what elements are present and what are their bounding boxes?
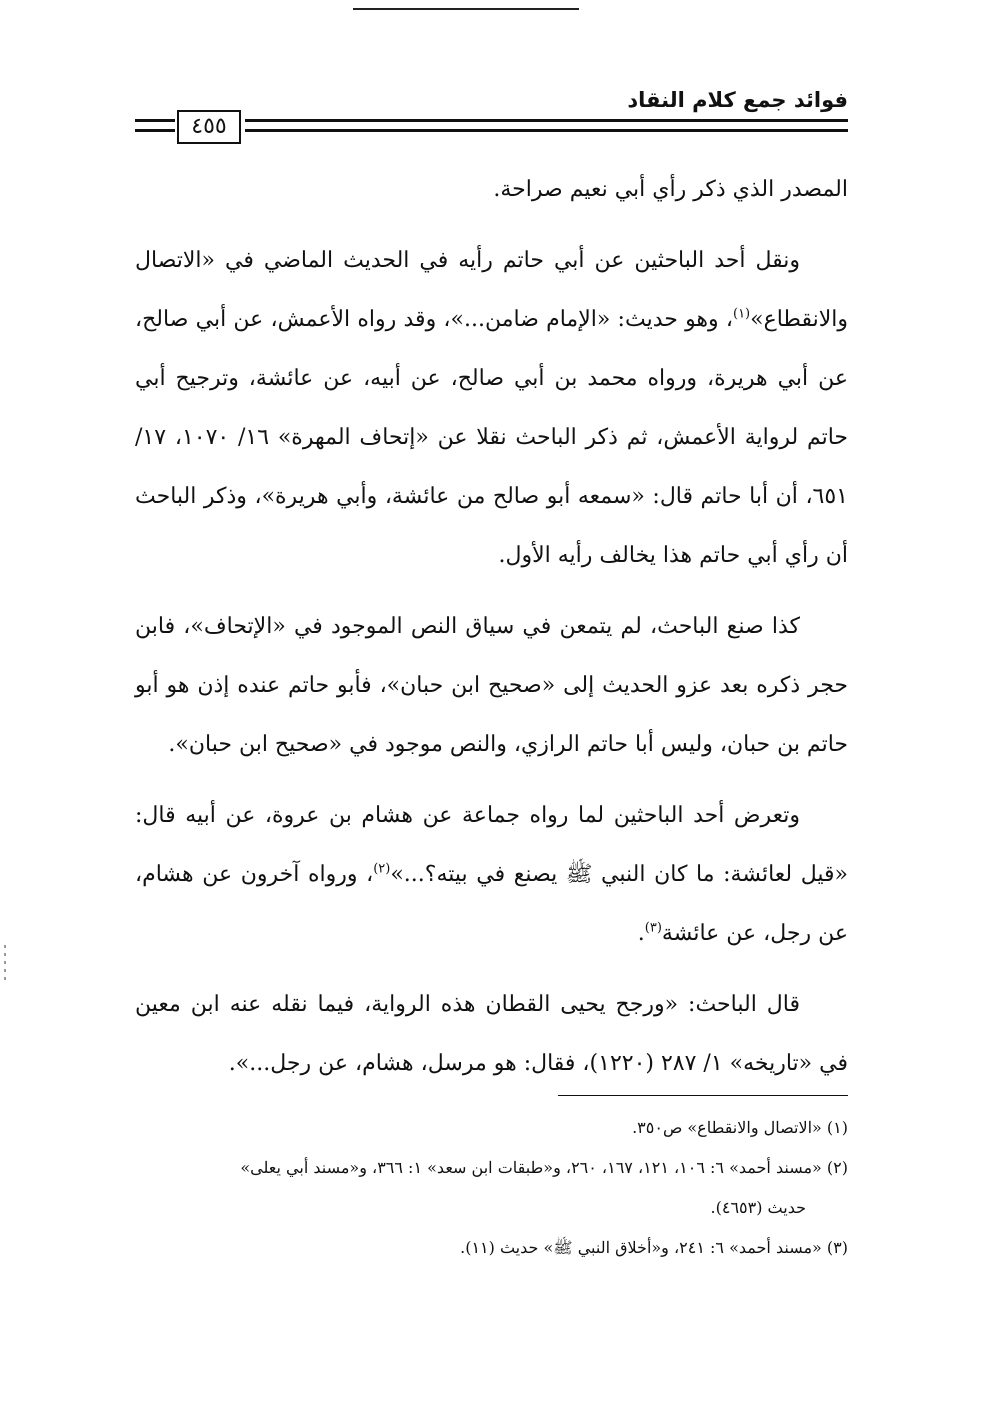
running-header <box>135 88 848 148</box>
paragraph <box>135 786 848 963</box>
paragraph <box>135 231 848 585</box>
paragraph-text: وتعرض أحد الباحثين لما رواه جماعة عن هشام بن عروة، عن أبيه قال: «قيل لعائشة: ما كان النبي ﷺ يصنع في بيته؟...» <box>135 803 848 887</box>
footnote-ref: (١) <box>732 306 751 322</box>
header-double-rule-right <box>245 119 848 132</box>
paragraph-text: ونقل أحد الباحثين عن أبي حاتم رأيه في الحديث الماضي في «الاتصال والانقطاع» <box>135 248 848 332</box>
paragraph: كذا صنع الباحث، لم يتمعن في سياق النص الموجود في «الإتحاف»، فابن حجر ذكره بعد عزو الحديث إلى «صحيح ابن حبان»، فأبو حاتم عنده إذن هو أبو حاتم بن حبان، وليس أبا حاتم الرازي، والنص موجود في «صحيح ابن حبان». <box>135 614 848 757</box>
header-double-rule-left <box>135 119 175 132</box>
paragraph-text: ، ورواه آخرون عن هشام، عن رجل، عن عائشة <box>135 862 848 946</box>
main-text <box>135 160 848 1105</box>
footnote-ref: (٣) <box>644 920 662 936</box>
footnote-separator <box>558 1095 848 1096</box>
top-rule <box>353 8 579 10</box>
footnote-continuation: حديث (٤٦٥٣). <box>710 1198 806 1217</box>
footnotes <box>135 1108 848 1268</box>
paragraph: المصدر الذي ذكر رأي أبي نعيم صراحة. <box>493 177 848 202</box>
running-title: فوائد جمع كلام النقاد <box>627 88 848 112</box>
footnote-ref: (٢) <box>373 861 391 877</box>
paragraph-text: ، وهو حديث: «الإمام ضامن...»، وقد رواه الأعمش، عن أبي صالح، عن أبي هريرة، ورواه محمد بن أبي صالح، عن أبيه، عن عائشة، وترجيح أبي حاتم لرواية الأعمش، ثم ذكر الباحث نقلا عن «إتحاف المهرة» ١٦/ ١٠٧٠، ١٧/ ٦٥١، أن أبا حاتم قال: «سمعه أبو صالح من عائشة، وأبي هريرة»، وذكر الباحث أن رأي أبي حاتم هذا يخالف رأيه الأول. <box>135 307 849 568</box>
margin-scan-marks <box>4 945 6 985</box>
paragraph: قال الباحث: «ورجح يحيى القطان هذه الرواية، فيما نقله عنه ابن معين في «تاريخه» ١/ ٢٨٧ (١٢٢٠)، فقال: هو مرسل، هشام، عن رجل...». <box>135 992 848 1076</box>
page-number: ٤٥٥ <box>177 110 241 144</box>
footnote: (١) «الاتصال والانقطاع» ص٣٥٠. <box>632 1118 848 1137</box>
footnote: (٢) «مسند أحمد» ٦: ١٠٦، ١٢١، ١٦٧، ٢٦٠، و«طبقات ابن سعد» ١: ٣٦٦، و«مسند أبي يعلى» <box>240 1158 848 1177</box>
paragraph-text: . <box>637 921 645 946</box>
footnote: (٣) «مسند أحمد» ٦: ٢٤١، و«أخلاق النبي ﷺ» حديث (١١). <box>460 1238 848 1257</box>
